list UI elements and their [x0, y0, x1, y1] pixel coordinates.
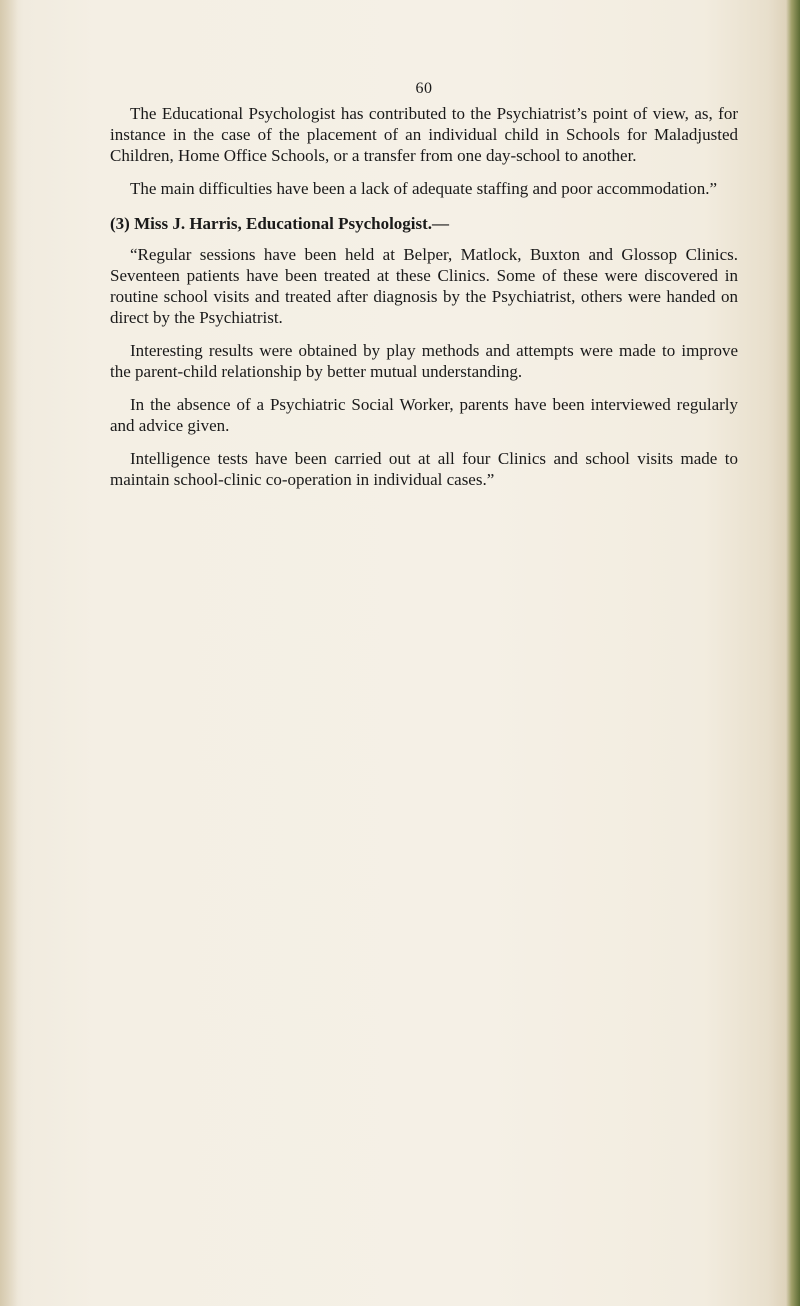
paragraph-placement: The Educational Psychologist has contributed to the Psychiatrist’s point of view, as, for instance in the case of the placement of an individual child in Schools for Maladjusted Children, Home Office Schools, or a transfer from one day-school to another. — [110, 104, 738, 165]
page-content — [110, 78, 738, 502]
paragraph-difficulties: The main difficulties have been a lack of adequate staffing and poor accommodation.” — [130, 179, 718, 198]
paragraph-regular-sessions: “Regular sessions have been held at Belper, Matlock, Buxton and Glossop Clinics. Seventeen patients have been treated at these Clinics. Some of these were discovered in routine school visits and treated after diagnosis by the Psychiatrist, others were handed on direct by the Psychiatrist. — [110, 245, 738, 327]
paragraph-intelligence-tests: Intelligence tests have been carried out at all four Clinics and school visits made to maintain school-clinic co-operation in individual cases.” — [110, 449, 738, 489]
page-left-shadow — [0, 0, 18, 1306]
section-heading-harris: (3) Miss J. Harris, Educational Psychologist.— — [110, 214, 450, 233]
page-binding-edge — [786, 0, 800, 1306]
page-number: 60 — [415, 80, 433, 97]
paragraph-play-methods: Interesting results were obtained by play methods and attempts were made to improve the parent-child relationship by better mutual understanding. — [110, 341, 738, 381]
paragraph-social-worker: In the absence of a Psychiatric Social Worker, parents have been interviewed regularly and advice given. — [110, 395, 738, 435]
